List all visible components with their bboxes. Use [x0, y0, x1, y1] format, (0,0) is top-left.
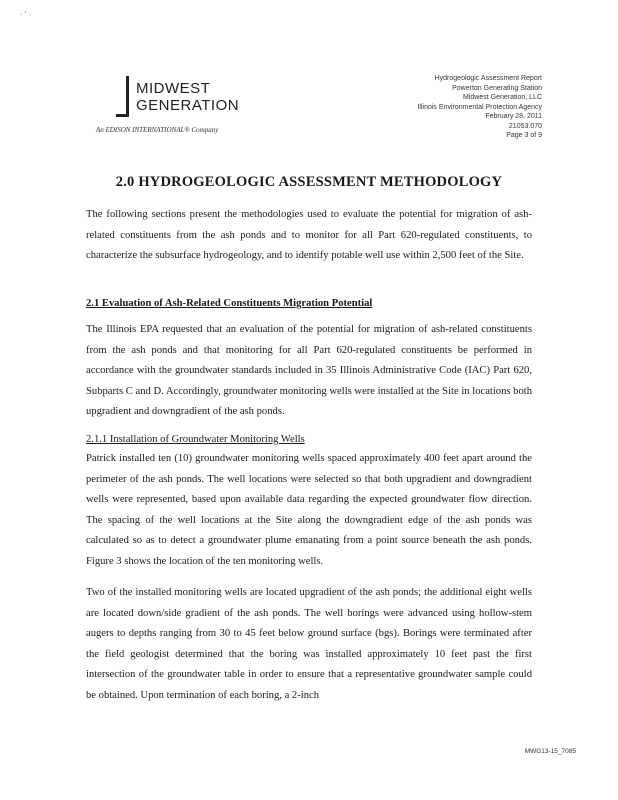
header-line: February 28, 2011: [485, 113, 542, 120]
scan-marks: · ' ·: [20, 10, 32, 19]
section-2-1-1-heading: 2.1.1 Installation of Groundwater Monitoring Wells: [86, 434, 305, 445]
report-header: [417, 74, 542, 141]
logo-mark-icon: [116, 76, 129, 117]
header-line: Page 3 of 9: [506, 132, 542, 139]
header-line: 21053.070: [508, 122, 542, 130]
header-line: Illinois Environmental Protection Agency: [417, 103, 542, 111]
header-line: Hydrogeologic Assessment Report: [434, 75, 542, 82]
section-2-1-paragraph: The Illinois EPA requested that an evaluation of the potential for migration of ash-related constituents from the ash ponds and that monitoring for all Part 620-regulated constituents be performed in accordance with the groundwater standards included in 35 Illinois Administrative Code (IAC) Part 620, Subparts C and D. Accordingly, groundwater monitoring wells were installed at the Site in locations both upgradient and downgradient of the ash ponds.: [86, 324, 532, 417]
company-logo: [96, 76, 246, 136]
section-2-1-1-paragraph-2: Two of the installed monitoring wells are located upgradient of the ash ponds; the additional eight wells are located down/side gradient of the ash ponds. The well borings were advanced using hollow-stem augers to depths ranging from 30 to 45 feet below ground surface (bgs). Borings were terminated after the field geologist determined that the boring was installed approximately 10 feet past the first intersection of the groundwater table in order to ensure that a representative groundwater sample could be obtained. Upon termination of each boring, a 2-inch: [86, 587, 532, 701]
bates-number: MWG13-15_7085: [524, 748, 576, 755]
intro-paragraph: The following sections present the methodologies used to evaluate the potential for migration of ash-related constituents from the ash ponds and to monitor for all Part 620-regulated constituents, to characterize the subsurface hydrogeology, and to identify potable well use within 2,500 feet of the Site.: [86, 209, 532, 261]
header-line: Powerton Generating Station: [452, 84, 542, 92]
logo-text-line1: MIDWEST: [136, 80, 211, 97]
page-title: 2.0 HYDROGEOLOGIC ASSESSMENT METHODOLOGY: [115, 174, 503, 190]
section-2-1-heading: 2.1 Evaluation of Ash-Related Constituents Migration Potential: [86, 298, 373, 309]
logo-tagline: An EDISON INTERNATIONAL® Company: [96, 126, 219, 134]
header-line: Midwest Generation, LLC: [463, 94, 542, 101]
section-2-1-1-paragraph-1: Patrick installed ten (10) groundwater monitoring wells spaced approximately 400 feet apart around the perimeter of the ash ponds. The well locations were selected so that both upgradient and downgradient wells were represented, based upon available data regarding the expected groundwater flow direction. The spacing of the well locations at the Site along the downgradient edge of the ash ponds was calculated so as to detect a groundwater plume emanating from a point source beneath the ash ponds. Figure 3 shows the location of the ten monitoring wells.: [86, 453, 532, 567]
logo-text-line2: GENERATION: [136, 97, 240, 114]
